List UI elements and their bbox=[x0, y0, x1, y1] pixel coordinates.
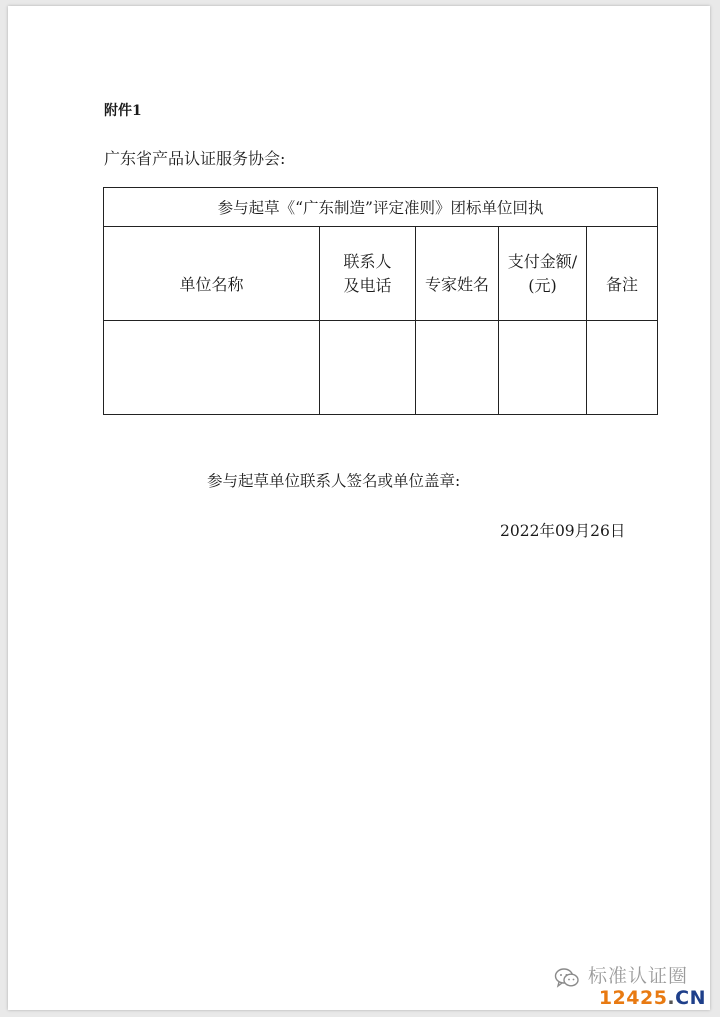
watermark-site-number: 12425 bbox=[598, 987, 668, 1009]
watermark-site-dot: . bbox=[667, 987, 676, 1009]
document-date: 2022年09月26日 bbox=[500, 522, 626, 540]
header-remarks-text: 备注 bbox=[606, 274, 639, 294]
header-payment-line1: 支付金额/ bbox=[507, 251, 578, 271]
watermark-channel: 标准认证圈 bbox=[588, 965, 689, 987]
cell-unit-name[interactable] bbox=[104, 321, 320, 415]
header-expert-name bbox=[416, 227, 499, 321]
watermark-site bbox=[599, 987, 706, 1009]
cell-expert-name[interactable] bbox=[416, 321, 499, 415]
cell-contact[interactable] bbox=[320, 321, 416, 415]
cell-payment[interactable] bbox=[499, 321, 587, 415]
header-payment bbox=[499, 227, 587, 321]
header-contact bbox=[320, 227, 416, 321]
header-contact-line2: 及电话 bbox=[343, 275, 392, 295]
table-header-row bbox=[104, 227, 658, 321]
document-page bbox=[8, 6, 710, 1010]
receipt-table bbox=[103, 187, 658, 415]
header-remarks bbox=[587, 227, 658, 321]
watermark bbox=[554, 961, 706, 1009]
header-contact-line1: 联系人 bbox=[343, 251, 392, 271]
watermark-text-stack bbox=[586, 961, 706, 1009]
wechat-icon bbox=[554, 967, 580, 989]
watermark-site-tld: CN bbox=[675, 987, 706, 1009]
attachment-label: 附件1 bbox=[104, 103, 142, 119]
header-payment-line2: (元) bbox=[528, 275, 557, 295]
table-title: 参与起草《“广东制造”评定准则》团标单位回执 bbox=[104, 188, 658, 227]
header-expert-name-text: 专家姓名 bbox=[424, 274, 489, 294]
signature-line: 参与起草单位联系人签名或单位盖章: bbox=[207, 472, 461, 490]
addressee-line: 广东省产品认证服务协会: bbox=[104, 149, 286, 168]
header-unit-name-text: 单位名称 bbox=[179, 274, 244, 294]
table-row bbox=[104, 321, 658, 415]
header-unit-name bbox=[104, 227, 320, 321]
cell-remarks[interactable] bbox=[587, 321, 658, 415]
table-title-row bbox=[104, 188, 658, 227]
